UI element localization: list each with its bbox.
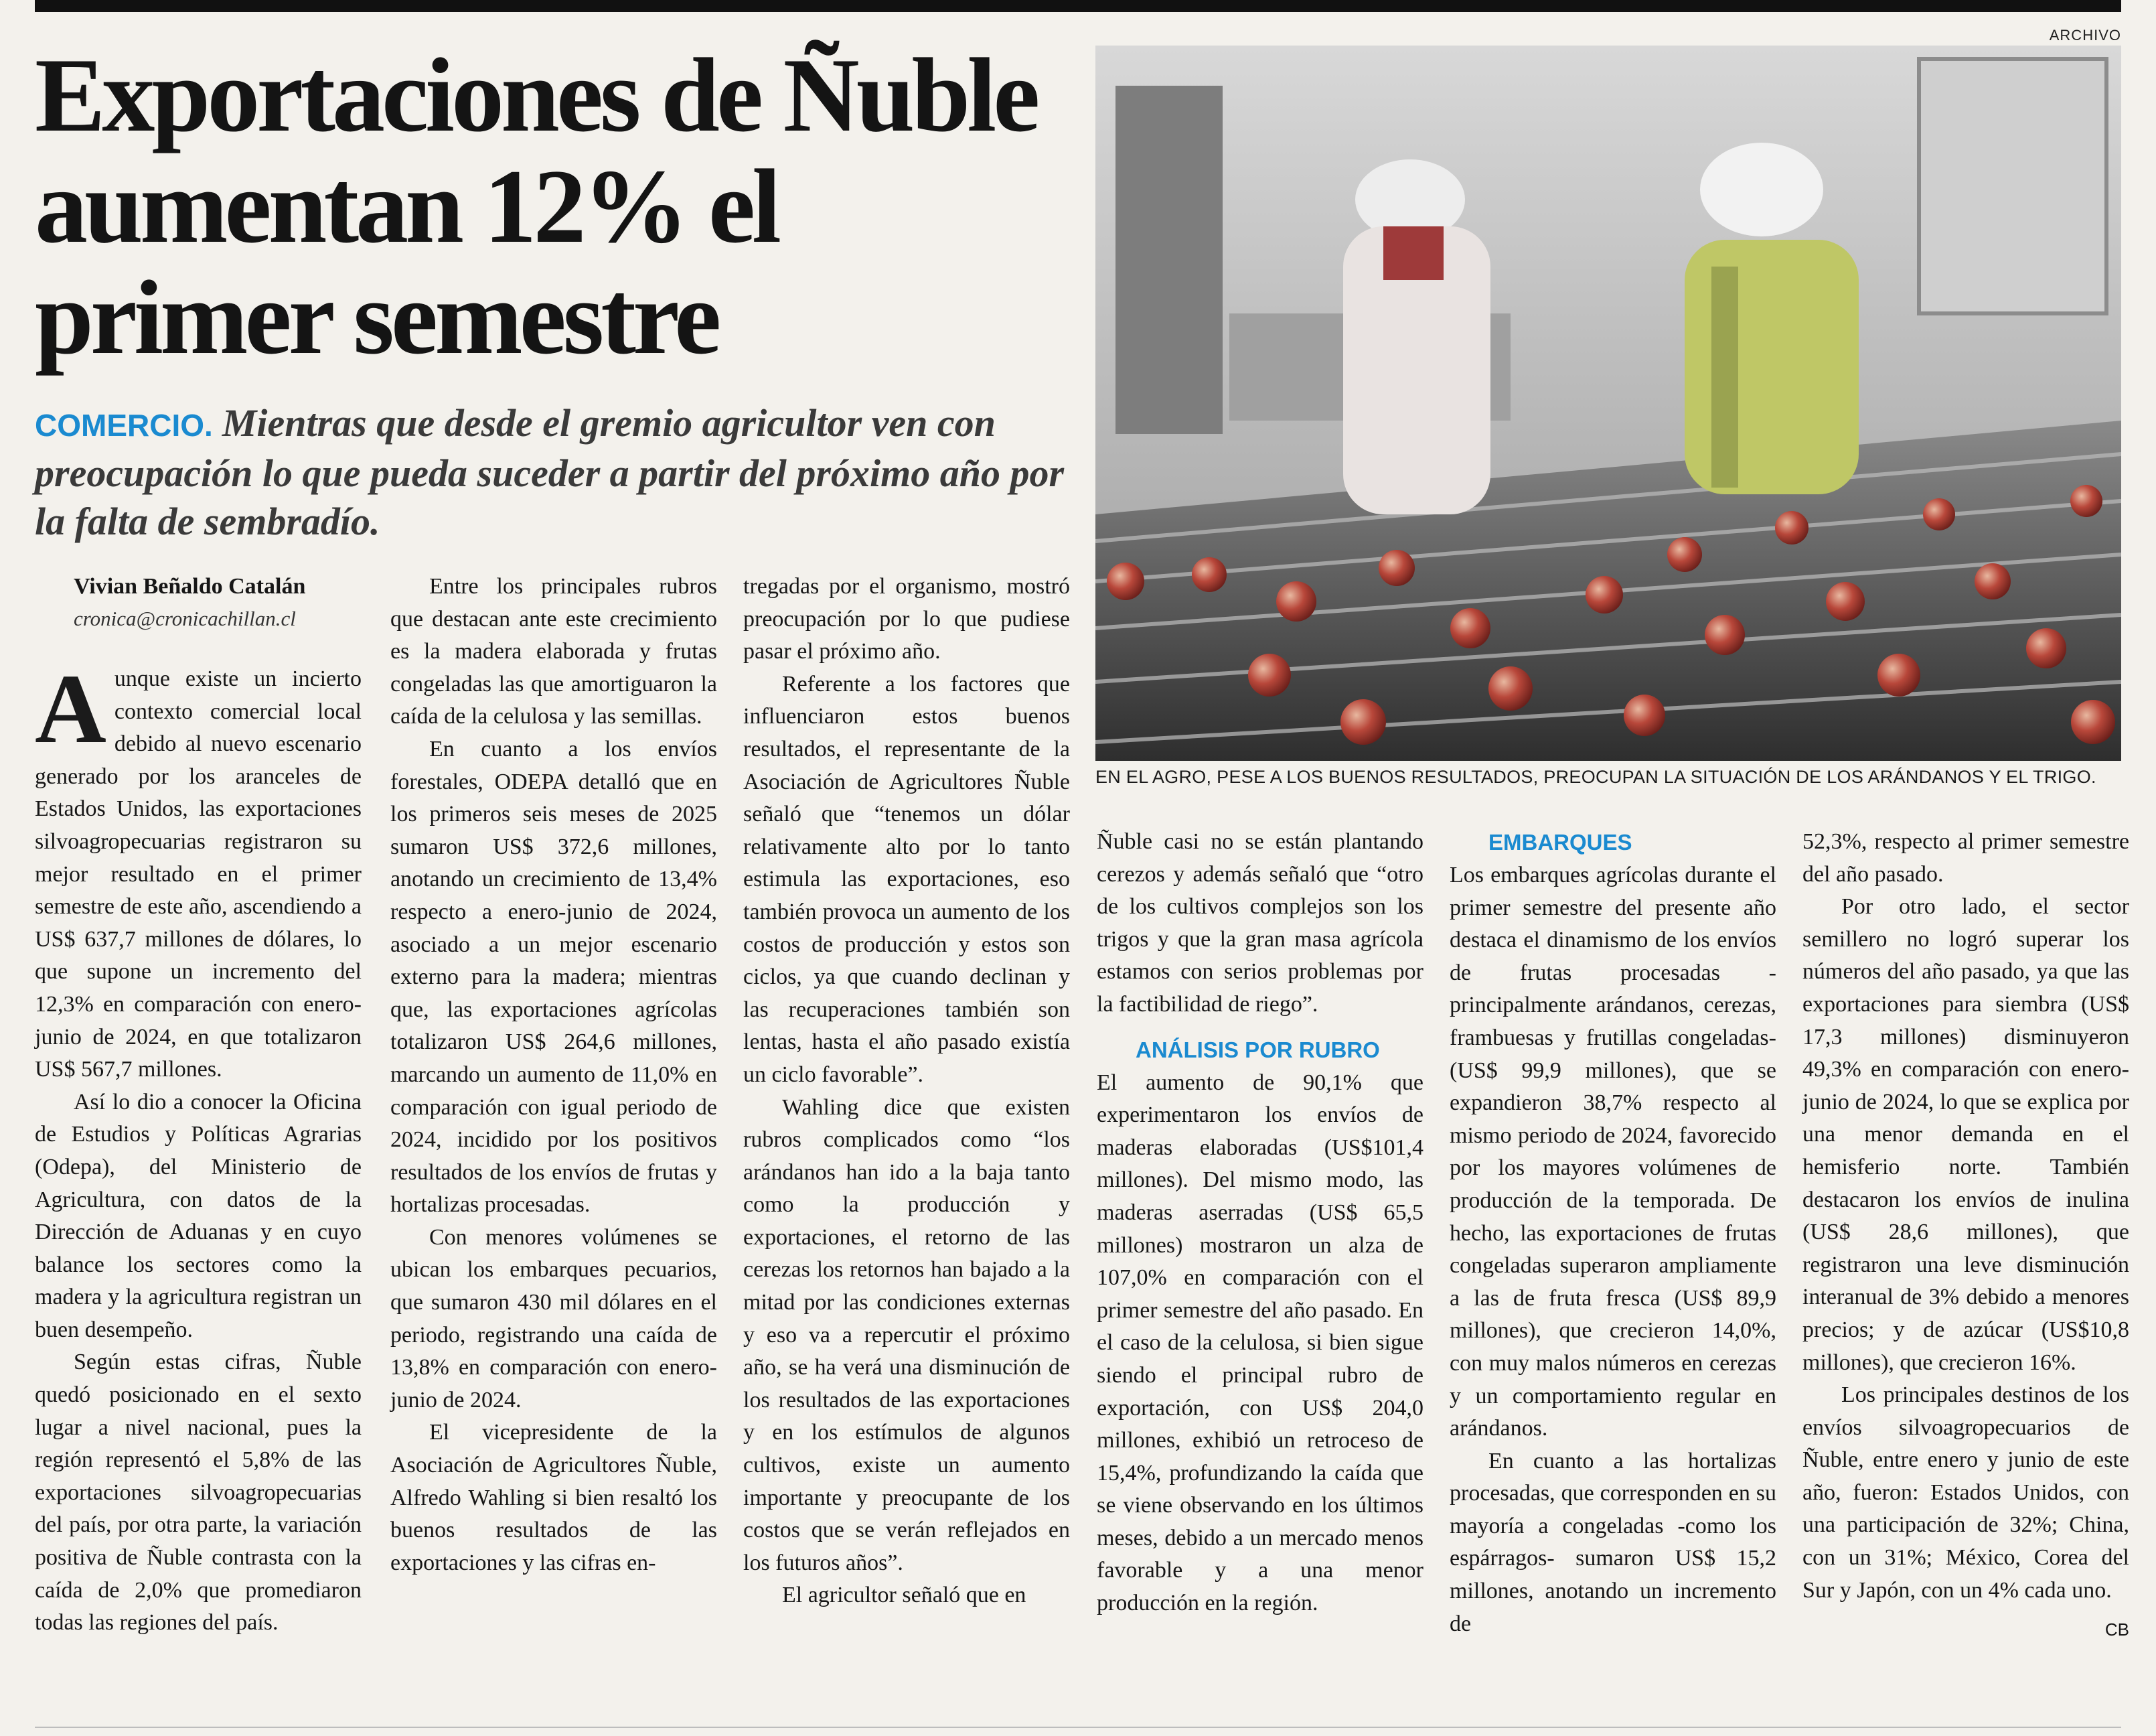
photo-credit: ARCHIVO: [2049, 27, 2121, 44]
opening-paragraph: [35, 654, 362, 1086]
body-paragraph: Con menores volúmenes se ubican los embarques pecuarios, que sumaron 430 mil dólares en el periodo, registrando una caída de 13,8% en comparación con enero-junio de 2024.: [390, 1224, 717, 1413]
photo-illustration: [1095, 46, 2121, 761]
body-paragraph: [1802, 1379, 2129, 1640]
lead-paragraph: [35, 399, 1079, 546]
article-photo: [1095, 46, 2121, 761]
body-paragraph: Así lo dio a conocer la Oficina de Estudios y Políticas Agrarias (Odepa), del Ministerio de Agricultura, con datos de la Dirección de Aduanas y en cuyo balance los sectores como la madera y la agricultura registran un buen desempeño.: [35, 1089, 362, 1342]
subhead-analisis: ANÁLISIS POR RUBRO: [1136, 1037, 1380, 1062]
body-paragraph: Según estas cifras, Ñuble quedó posicionado en el sexto lugar a nivel nacional, pues la región representó el 5,8% de las exportaciones silvoagropecuarias del país, por otra parte, la variación positiva de Ñuble contrasta con la caída de 2,0% que promediaron todas las regiones del país.: [35, 1350, 362, 1636]
drop-cap: A: [35, 654, 106, 764]
author-email: cronica@cronicachillan.cl: [74, 607, 296, 630]
body-paragraph: En cuanto a las hortalizas procesadas, que corresponden en su mayoría a congeladas -como los espárragos- sumaron US$ 15,2 millones, anotando un incremento de: [1450, 1448, 1776, 1636]
lead-text: Mientras que desde el gremio agricultor ven con preocupación lo que pueda suceder a partir del próximo año por la falta de sembradío.: [35, 401, 1065, 543]
closing-text: Los principales destinos de los envíos silvoagropecuarios de Ñuble, entre enero y junio de este año, fueron: Estados Unidos, con una participación de 32%; China, con un 31%; México, Corea del Sur y Japón, con un 4% cada uno.: [1802, 1382, 2129, 1603]
column-3: [743, 571, 1070, 1612]
body-paragraph: En cuanto a los envíos forestales, ODEPA detalló que en los primeros seis meses de 2025 sumaron US$ 372,6 millones, anotando un crecimiento de 13,4% respecto a enero-junio de 2024, asociado a un mejor escenario externo para la madera; mientras que, las exportaciones agrícolas totalizaron US$ 264,6 millones, marcando un aumento de 11,0% en comparación con igual periodo de 2024, incidido por los positivos resultados de los envíos de frutas y hortalizas procesadas.: [390, 736, 717, 1218]
author-byline: Vivian Beñaldo Catalán: [74, 574, 306, 599]
body-paragraph: El vicepresidente de la Asociación de Agricultores Ñuble, Alfredo Wahling si bien resaltó los buenos resultados de las exportaciones y las cifras en-: [390, 1420, 717, 1575]
body-paragraph: Entre los principales rubros que destacan ante este crecimiento es la madera elaborada y frutas congeladas las que amortiguaron la caída de la celulosa y las semillas.: [390, 574, 717, 729]
headline: Exportaciones de Ñuble aumentan 12% el primer semestre: [35, 37, 1037, 376]
top-rule: [35, 0, 2121, 12]
body-paragraph: tregadas por el organismo, mostró preocupación por lo que pudiese pasar el próximo año.: [743, 574, 1070, 664]
body-paragraph: El agricultor señaló que en: [782, 1583, 1026, 1608]
column-2: [390, 571, 717, 1579]
subhead-embarques: EMBARQUES: [1488, 830, 1632, 855]
body-paragraph: El aumento de 90,1% que experimentaron los envíos de maderas elaboradas (US$101,4 millones). Del mismo modo, las maderas aserradas (US$ 65,5 millones) mostraron un alza de 107,0% en comparación con el primer semestre del año pasado. En el caso de la celulosa, si bien sigue siendo el principal rubro de exportación, con US$ 204,0 millones, exhibió un retroceso de 15,4%, profundizando la caída que se viene observando en los últimos meses, debido a un mercado menos favorable y a una menor producción en la región.: [1097, 1070, 1423, 1616]
section-kicker: COMERCIO.: [35, 408, 213, 443]
end-mark: CB: [2104, 1619, 2129, 1640]
column-4: [1097, 826, 1423, 1620]
column-1: [35, 571, 362, 1640]
body-paragraph: 52,3%, respecto al primer semestre del año pasado.: [1802, 829, 2129, 887]
column-5: [1450, 826, 1776, 1640]
photo-caption: EN EL AGRO, PESE A LOS BUENOS RESULTADOS, PREOCUPAN LA SITUACIÓN DE LOS ARÁNDANOS Y EL TRIGO.: [1095, 767, 2096, 787]
body-paragraph: Referente a los factores que influenciaron estos buenos resultados, el representante de la Asociación de Agricultores Ñuble señaló que “tenemos un dólar relativamente alto por lo tanto estimula las exportaciones, eso también provoca un aumento de los costos de producción y estos son ciclos, ya que cuando declinan y las recuperaciones también son lentas, hasta el año pasado existía un ciclo favorable”.: [743, 671, 1070, 1087]
bottom-rule: [35, 1727, 2121, 1728]
body-paragraph: Los embarques agrícolas durante el primer semestre del presente año destaca el dinamismo de los envíos de frutas procesadas - principalmente arándanos, cerezas, frambuesas y frutillas congeladas- (US$ 99,9 millones), que se expandieron 38,7% respecto al mismo periodo de 2024, favorecido por los mayores volúmenes de producción de la temporada. De hecho, las exportaciones de frutas congeladas superaron ampliamente a las de fruta fresca (US$ 89,9 millones), que crecieron 14,0%, con muy malos números en cerezas y un comportamiento regular en arándanos.: [1450, 863, 1776, 1441]
column-6: [1802, 826, 2129, 1646]
body-paragraph: Wahling dice que existen rubros complicados como “los arándanos han ido a la baja tanto como la producción y exportaciones, el retorno de las cerezas los retornos han bajado a la mitad por las condiciones externas y eso va a repercutir el próximo año, se ha verá una disminución de los resultados de las exportaciones y en los estímulos de algunos cultivos, existe un aumento importante y preocupante de los costos que se verán reflejados en los futuros años”.: [743, 1094, 1070, 1575]
opening-text: unque existe un incierto contexto comercial local debido al nuevo escenario generado por los aranceles de Estados Unidos, las exportaciones silvoagropecuarias registraron su mejor resultado en el primer semestre de este año, ascendiendo a US$ 637,7 millones de dólares, lo que supone un incremento del 12,3% en comparación con enero-junio de 2024, en que totalizaron US$ 567,7 millones.: [35, 666, 362, 1082]
body-paragraph: Ñuble casi no se están plantando cerezos y además señaló que “otro de los cultivos complejos son los trigos y que la gran masa agrícola estamos con serios problemas por la factibilidad de riego”.: [1097, 829, 1423, 1017]
body-paragraph: Por otro lado, el sector semillero no logró superar los números del año pasado, ya que las exportaciones para siembra (US$ 17,3 millones) disminuyeron 49,3% en comparación con enero-junio de 2024, lo que se explica por una menor demanda en el hemisferio norte. También destacaron los envíos de inulina (US$ 28,6 millones), que registraron una leve disminución interanual de 3% debido a menores precios; y de azúcar (US$10,8 millones), que crecieron 16%.: [1802, 894, 2129, 1375]
